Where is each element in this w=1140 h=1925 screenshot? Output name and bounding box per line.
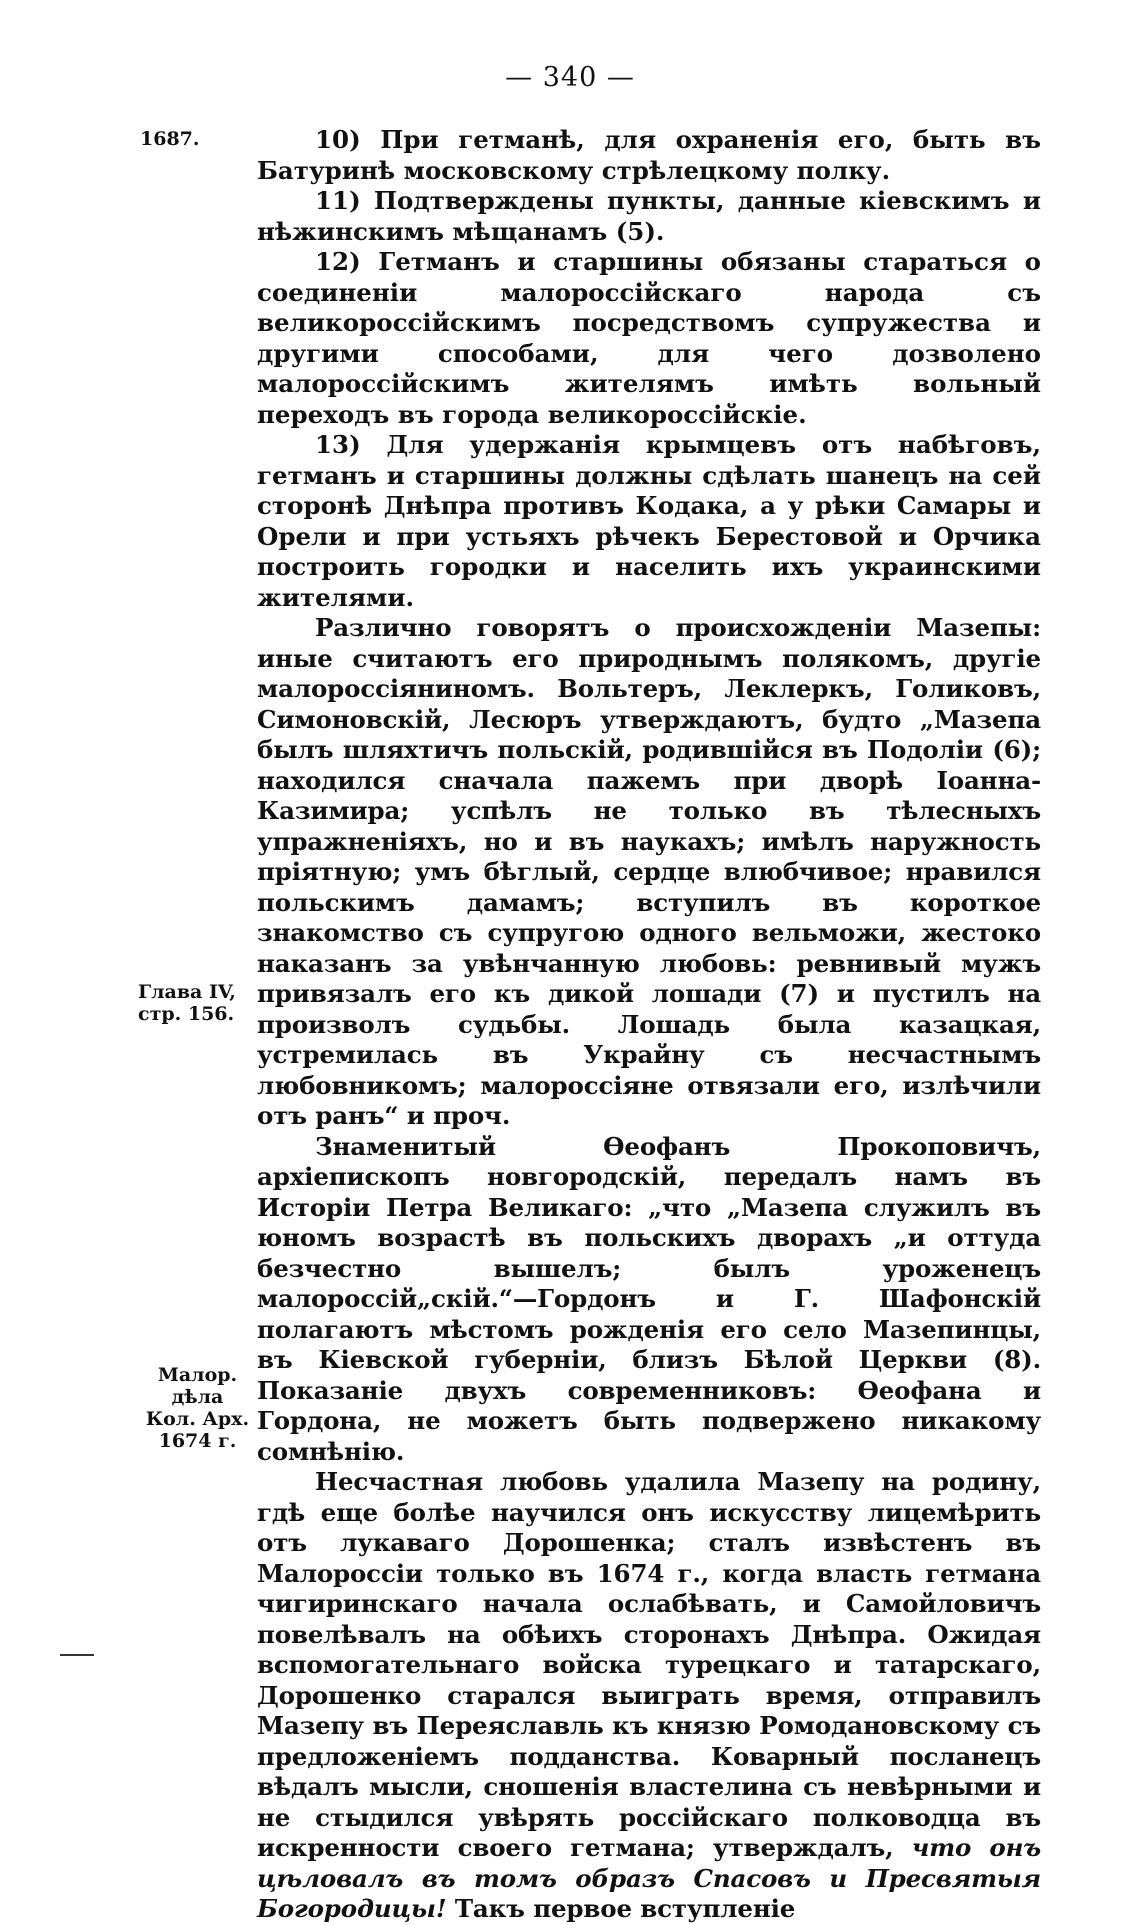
body-text bbox=[257, 125, 1041, 1925]
margin-note-malor bbox=[140, 1364, 255, 1452]
margin-note-glava bbox=[138, 981, 258, 1025]
margin-note-glava-line1: Глава IV, bbox=[138, 981, 236, 1003]
paragraph-13: 13) Для удержанія крымцевъ отъ набѣговъ, гетманъ и старшины должны сдѣлать шанецъ на сей сторонѣ Днѣпра противъ Кодака, а у рѣки Самары и Орели и при устьяхъ рѣчекъ Берестовой и Орчика построить городки и населить ихъ украинскими жителями. bbox=[257, 430, 1041, 612]
paragraph-love-part1: Несчастная любовь удалила Мазепу на родину, гдѣ еще болѣе научился онъ искусству лицемѣрить отъ лукаваго Дорошенка; сталъ извѣстенъ въ Малороссіи только въ 1674 г., когда власть гетмана чигиринскаго начала ослабѣвать, и Самойловичъ повелѣвалъ на обѣихъ сторонахъ Днѣпра. Ожидая вспомогательнаго войска турецкаго и татарскаго, Дорошенко старался выиграть время, отправилъ Мазепу въ Переяславль къ князю Ромодановскому съ предложеніемъ подданства. Коварный посланецъ вѣдалъ мысли, сношенія властелина съ невѣрными и не стыдился увѣрять россійскаго полководца въ искренности своего гетмана; утверждалъ, bbox=[257, 1467, 1041, 1862]
paragraph-love-italic: что онъ цѣловалъ въ томъ образъ Спасовъ и Пресвятыя Богородицы! bbox=[257, 1833, 1041, 1923]
margin-note-malor-line2: дѣла bbox=[171, 1386, 224, 1408]
paragraph-love-part2: Такъ первое вступленіе bbox=[454, 1894, 796, 1923]
paragraph-11: 11) Подтверждены пункты, данные кіевскимъ и нѣжинскимъ мѣщанамъ (5). bbox=[257, 186, 1041, 246]
stray-scan-mark bbox=[60, 1654, 94, 1656]
page-number: — 340 — bbox=[505, 62, 635, 93]
margin-note-year: 1687. bbox=[140, 128, 200, 150]
margin-note-malor-line3: Кол. Арх. bbox=[145, 1408, 250, 1430]
paragraph-feofan: Знаменитый Ѳеофанъ Прокоповичъ, архіепископъ новгородскій, передалъ намъ въ Исторіи Петра Великаго: „что „Мазепа служилъ въ юномъ возрастѣ въ польскихъ дворахъ „и оттуда безчестно вышелъ; былъ уроженецъ малороссій„скій.“—Гордонъ и Г. Шафонскій полагаютъ мѣстомъ рожденія его село Мазепинцы, въ Кіевской губерніи, близъ Бѣлой Церкви (8). Показаніе двухъ современниковъ: Ѳеофана и Гордона, не можетъ быть подвержено никакому сомнѣнію. bbox=[257, 1131, 1041, 1466]
paragraph-mazepa-origin: Различно говорятъ о происхожденіи Мазепы: иные считаютъ его природнымъ полякомъ, другіе малороссіяниномъ. Вольтеръ, Леклеркъ, Голиковъ, Симоновскій, Лесюръ утверждаютъ, будто „Мазепа былъ шляхтичъ польскій, родившійся въ Подоліи (6); находился сначала пажемъ при дворѣ Іоанна-Казимира; успѣлъ не только въ тѣлесныхъ упражненіяхъ, но и въ наукахъ; имѣлъ наружность пріятную; умъ бѣглый, сердце влюбчивое; нравился польскимъ дамамъ; вступилъ въ короткое знакомство съ супругою одного вельможи, жестоко наказанъ за увѣнчанную любовь: ревнивый мужъ привязалъ его къ дикой лошади (7) и пустилъ на произволъ судьбы. Лошадь была казацкая, устремилась въ Украйну съ несчастнымъ любовникомъ; малороссіяне отвязали его, излѣчили отъ ранъ“ и проч. bbox=[257, 613, 1041, 1130]
paragraph-love bbox=[257, 1467, 1041, 1925]
paragraph-10: 10) При гетманѣ, для охраненія его, быть въ Батуринѣ московскому стрѣлецкому полку. bbox=[257, 125, 1041, 185]
margin-note-glava-line2: стр. 156. bbox=[138, 1003, 235, 1025]
margin-note-malor-line1: Малор. bbox=[157, 1364, 238, 1386]
paragraph-12: 12) Гетманъ и старшины обязаны стараться о соединеніи малороссійскаго народа съ великороссійскимъ посредствомъ супружества и другими способами, для чего дозволено малороссійскимъ жителямъ имѣть вольный переходъ въ города великороссійскіе. bbox=[257, 247, 1041, 429]
margin-note-malor-line4: 1674 г. bbox=[158, 1430, 237, 1452]
